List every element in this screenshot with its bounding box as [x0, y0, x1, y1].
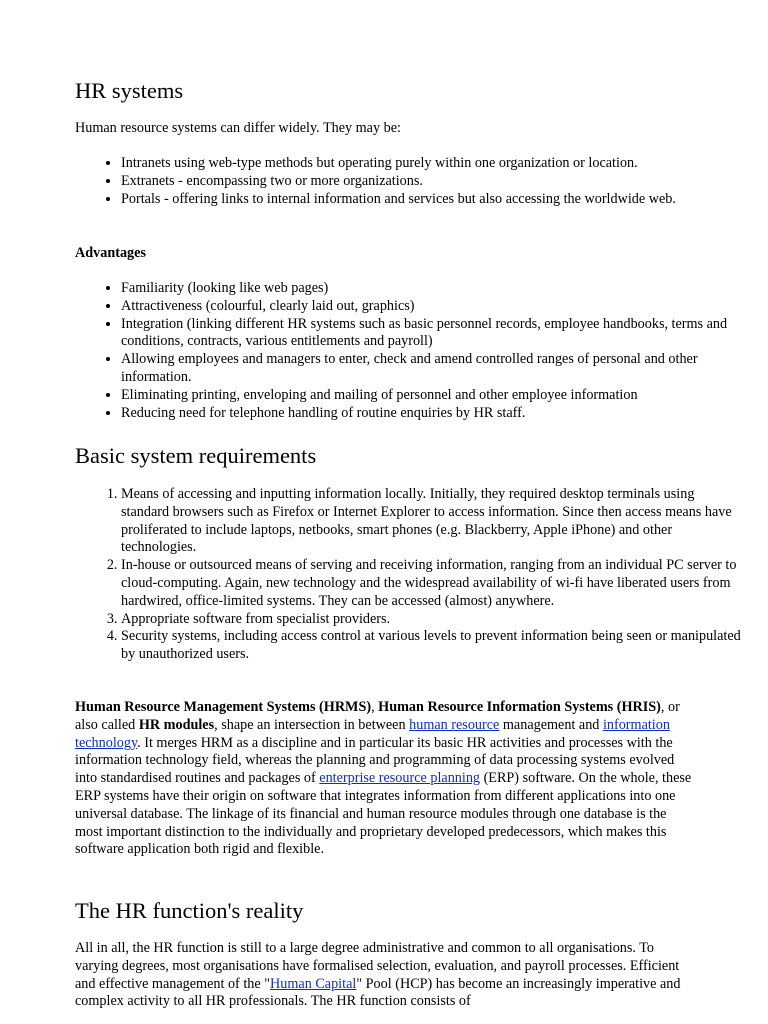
list-item: • Extranets - encompassing two or more organizations.	[121, 173, 741, 191]
heading-basic-system-requirements: Basic system requirements	[75, 443, 317, 468]
list-item: • Reducing need for telephone handling of routine enquiries by HR staff.	[121, 405, 741, 423]
hr-systems-types-list	[75, 155, 741, 208]
list-item: • Attractiveness (colourful, clearly laid out, graphics)	[121, 298, 741, 316]
hrms-paragraph: Human Resource Management Systems (HRMS), Human Resource Information Systems (HRIS), or also called HR modules, shape an intersection in between human resource management and information technology. It merges HRM as a discipline and in particular its basic HR activities and processes with the information technology field, whereas the planning and programming of data processing systems evolved into standardised routines and packages of enterprise resource planning (ERP) software. On the whole, these ERP systems have their origin on software that integrates information from different applications into one universal database. The linkage of its financial and human resource modules through one database is the most important distinction to the individually and proprietary developed predecessors, which makes this software application both rigid and flexible.	[75, 699, 692, 858]
hr-systems-intro: Human resource systems can differ widely. They may be:	[75, 120, 401, 136]
list-item: • Allowing employees and managers to enter, check and amend controlled ranges of personal and other information.	[121, 351, 741, 387]
advantages-label: Advantages	[75, 245, 146, 261]
list-item: • Eliminating printing, enveloping and mailing of personnel and other employee information	[121, 387, 741, 405]
list-item: 1. Means of accessing and inputting information locally. Initially, they required desktop terminals using standard browsers such as Firefox or Internet Explorer to access information. Since then access means have proliferated to include laptops, netbooks, smart phones (e.g. Blackberry, Apple iPhone) and other technologies.	[121, 486, 741, 557]
advantages-list	[75, 280, 741, 422]
reality-paragraph: All in all, the HR function is still to a large degree administrative and common to all organisations. To varying degrees, most organisations have formalised selection, evaluation, and payroll processes. Efficient and effective management of the "Human Capital" Pool (HCP) has become an increasingly imperative and complex activity to all HR professionals. The HR function consists of	[75, 940, 681, 1010]
requirements-list	[75, 486, 741, 664]
list-item: • Integration (linking different HR systems such as basic personnel records, employee handbooks, terms and conditions, contracts, various entitlements and payroll)	[121, 316, 741, 352]
list-item: 4. Security systems, including access control at various levels to prevent information being seen or manipulated by unauthorized users.	[121, 628, 741, 664]
heading-hr-function-reality: The HR function's reality	[75, 898, 304, 923]
list-item: 3. Appropriate software from specialist providers.	[121, 611, 741, 629]
link-enterprise-resource-planning[interactable]: enterprise resource planning	[319, 770, 481, 787]
link-human-capital[interactable]: Human Capital	[270, 975, 357, 992]
heading-hr-systems: HR systems	[75, 78, 184, 103]
list-item: • Intranets using web-type methods but operating purely within one organization or location.	[121, 155, 741, 173]
link-information-technology[interactable]: information technology	[75, 716, 670, 751]
list-item: • Portals - offering links to internal information and services but also accessing the worldwide web.	[121, 191, 741, 209]
list-item: • Familiarity (looking like web pages)	[121, 280, 741, 298]
link-human-resource[interactable]: human resource	[409, 716, 500, 733]
list-item: 2. In-house or outsourced means of serving and receiving information, ranging from an individual PC server to cloud-computing. Again, new technology and the widespread availability of wi-fi have liberated users from hardwired, office-limited systems. They can be accessed (almost) anywhere.	[121, 557, 741, 610]
